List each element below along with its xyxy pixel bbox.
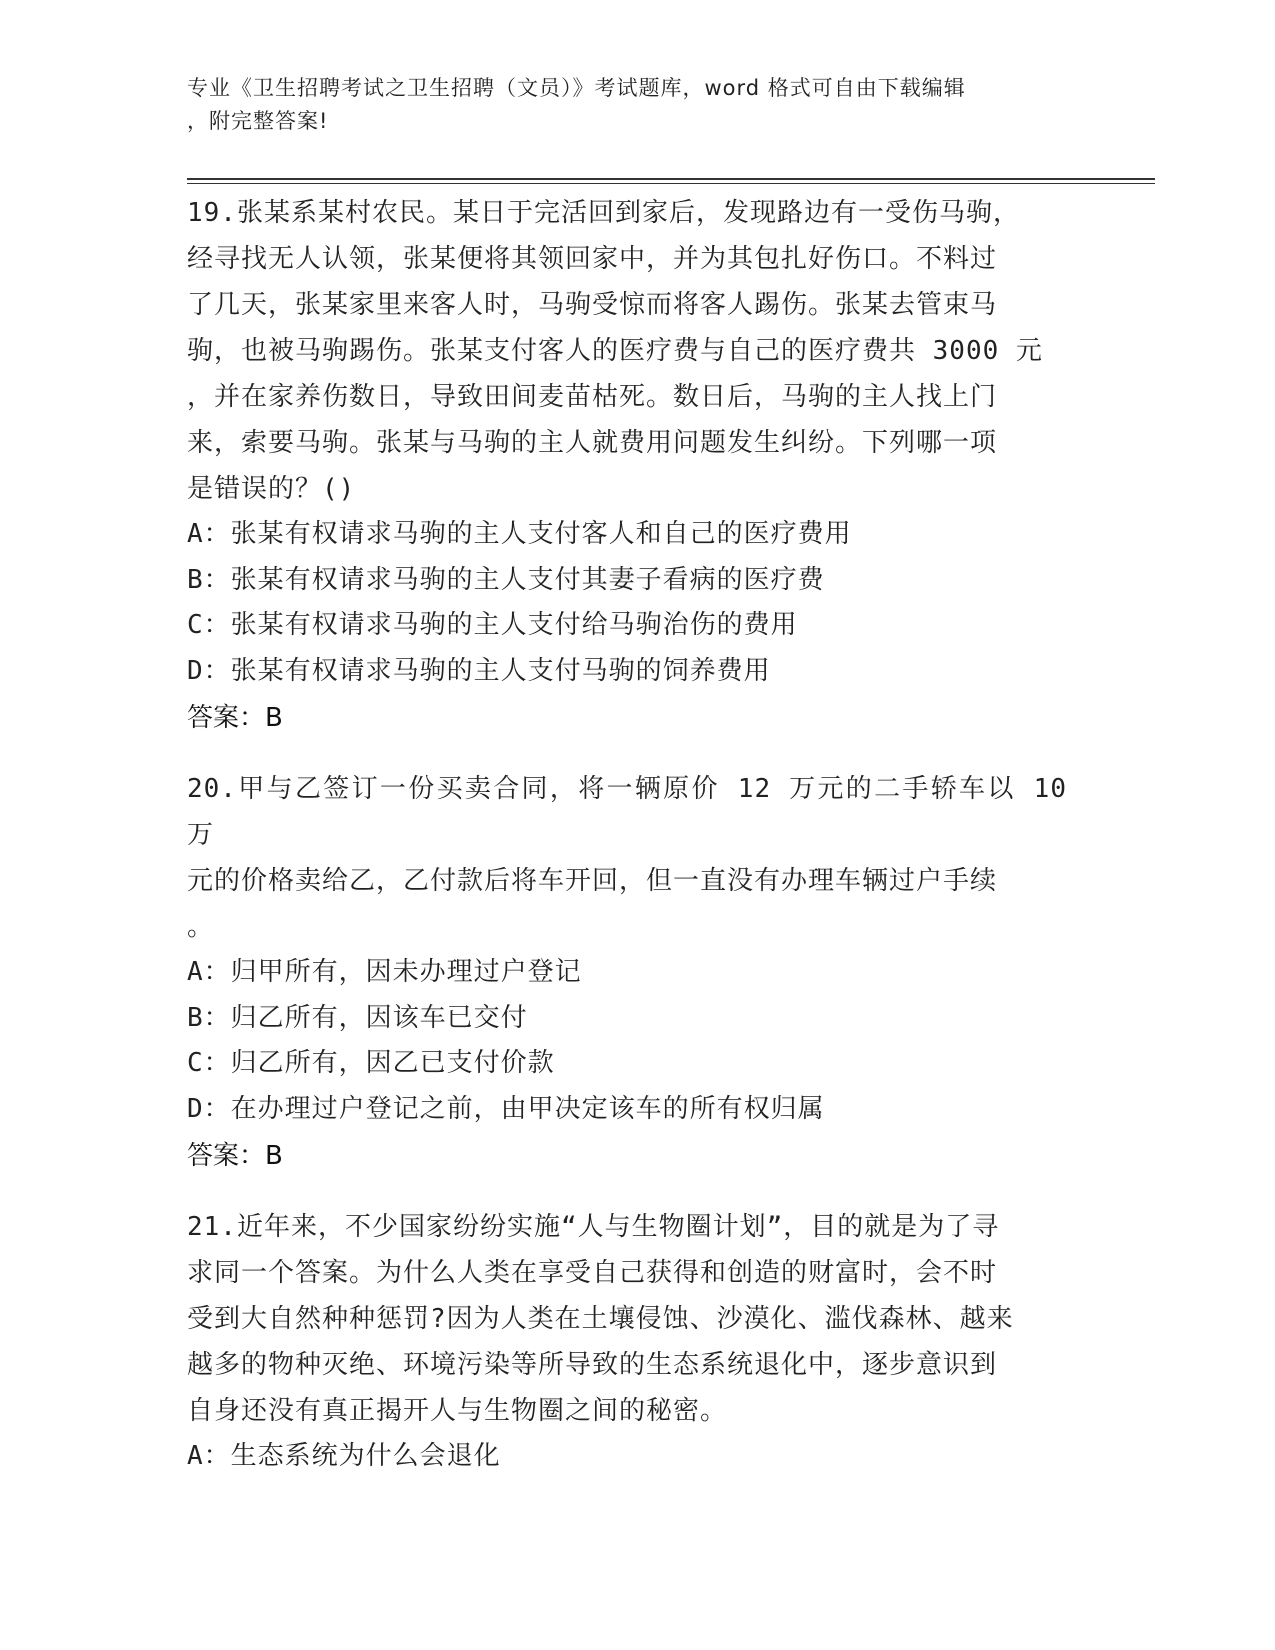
option-d: D：在办理过户登记之前，由甲决定该车的所有权归属	[187, 1093, 825, 1124]
stem-line: 受到大自然种种惩罚?因为人类在土壤侵蚀、沙漠化、滥伐森林、越来	[187, 1304, 1014, 1334]
header-divider	[187, 178, 1155, 184]
stem-line: 21.近年来，不少国家纷纷实施“人与生物圈计划”，目的就是为了寻	[187, 1212, 1000, 1242]
stem-line: 。	[187, 912, 215, 942]
question-19	[187, 190, 1087, 742]
stem-line: 19.张某系某村农民。某日于完活回到家后，发现路边有一受伤马驹，	[187, 198, 1020, 228]
stem-line: 了几天，张某家里来客人时，马驹受惊而将客人踢伤。张某去管束马	[187, 290, 998, 320]
header-line-1: 专业《卫生招聘考试之卫生招聘（文员）》考试题库，word 格式可自由下载编辑	[187, 76, 966, 100]
question-stem	[187, 190, 1067, 512]
header-line-2: ，附完整答案!	[187, 109, 329, 133]
stem-line: 越多的物种灭绝、环境污染等所导致的生态系统退化中，逐步意识到	[187, 1350, 998, 1380]
stem-line: 自身还没有真正揭开人与生物圈之间的秘密。	[187, 1396, 728, 1426]
stem-line: 驹，也被马驹踢伤。张某支付客人的医疗费与自己的医疗费共 3000 元	[187, 336, 1043, 366]
stem-line: 20.甲与乙签订一份买卖合同，将一辆原价 12 万元的二手轿车以 10 万	[187, 774, 1067, 850]
option-a: A：张某有权请求马驹的主人支付客人和自己的医疗费用	[187, 519, 852, 549]
stem-line: 是错误的？()	[187, 474, 356, 504]
option-c: C：张某有权请求马驹的主人支付给马驹治伤的费用	[187, 610, 798, 640]
stem-line: 求同一个答案。为什么人类在享受自己获得和创造的财富时，会不时	[187, 1258, 998, 1288]
answer: 答案：B	[187, 703, 283, 733]
option-c: C：归乙所有，因乙已支付价款	[187, 1048, 555, 1078]
answer: 答案：B	[187, 1141, 283, 1171]
document-header	[187, 72, 1067, 138]
option-a: A：归甲所有，因未办理过户登记	[187, 957, 582, 987]
stem-line: 元的价格卖给乙，乙付款后将车开回，但一直没有办理车辆过户手续	[187, 866, 998, 896]
option-b: B：归乙所有，因该车已交付	[187, 1002, 528, 1033]
stem-line: 来，索要马驹。张某与马驹的主人就费用问题发生纠纷。下列哪一项	[187, 428, 998, 458]
question-stem	[187, 766, 1067, 950]
stem-line: ，并在家养伤数日，导致田间麦苗枯死。数日后，马驹的主人找上门	[187, 382, 998, 412]
question-21	[187, 1204, 1087, 1480]
question-list	[187, 190, 1087, 1504]
option-a: A：生态系统为什么会退化	[187, 1441, 501, 1471]
question-stem	[187, 1204, 1067, 1434]
question-20	[187, 766, 1087, 1180]
option-d: D：张某有权请求马驹的主人支付马驹的饲养费用	[187, 655, 771, 686]
stem-line: 经寻找无人认领，张某便将其领回家中，并为其包扎好伤口。不料过	[187, 244, 998, 274]
option-b: B：张某有权请求马驹的主人支付其妻子看病的医疗费	[187, 564, 825, 595]
